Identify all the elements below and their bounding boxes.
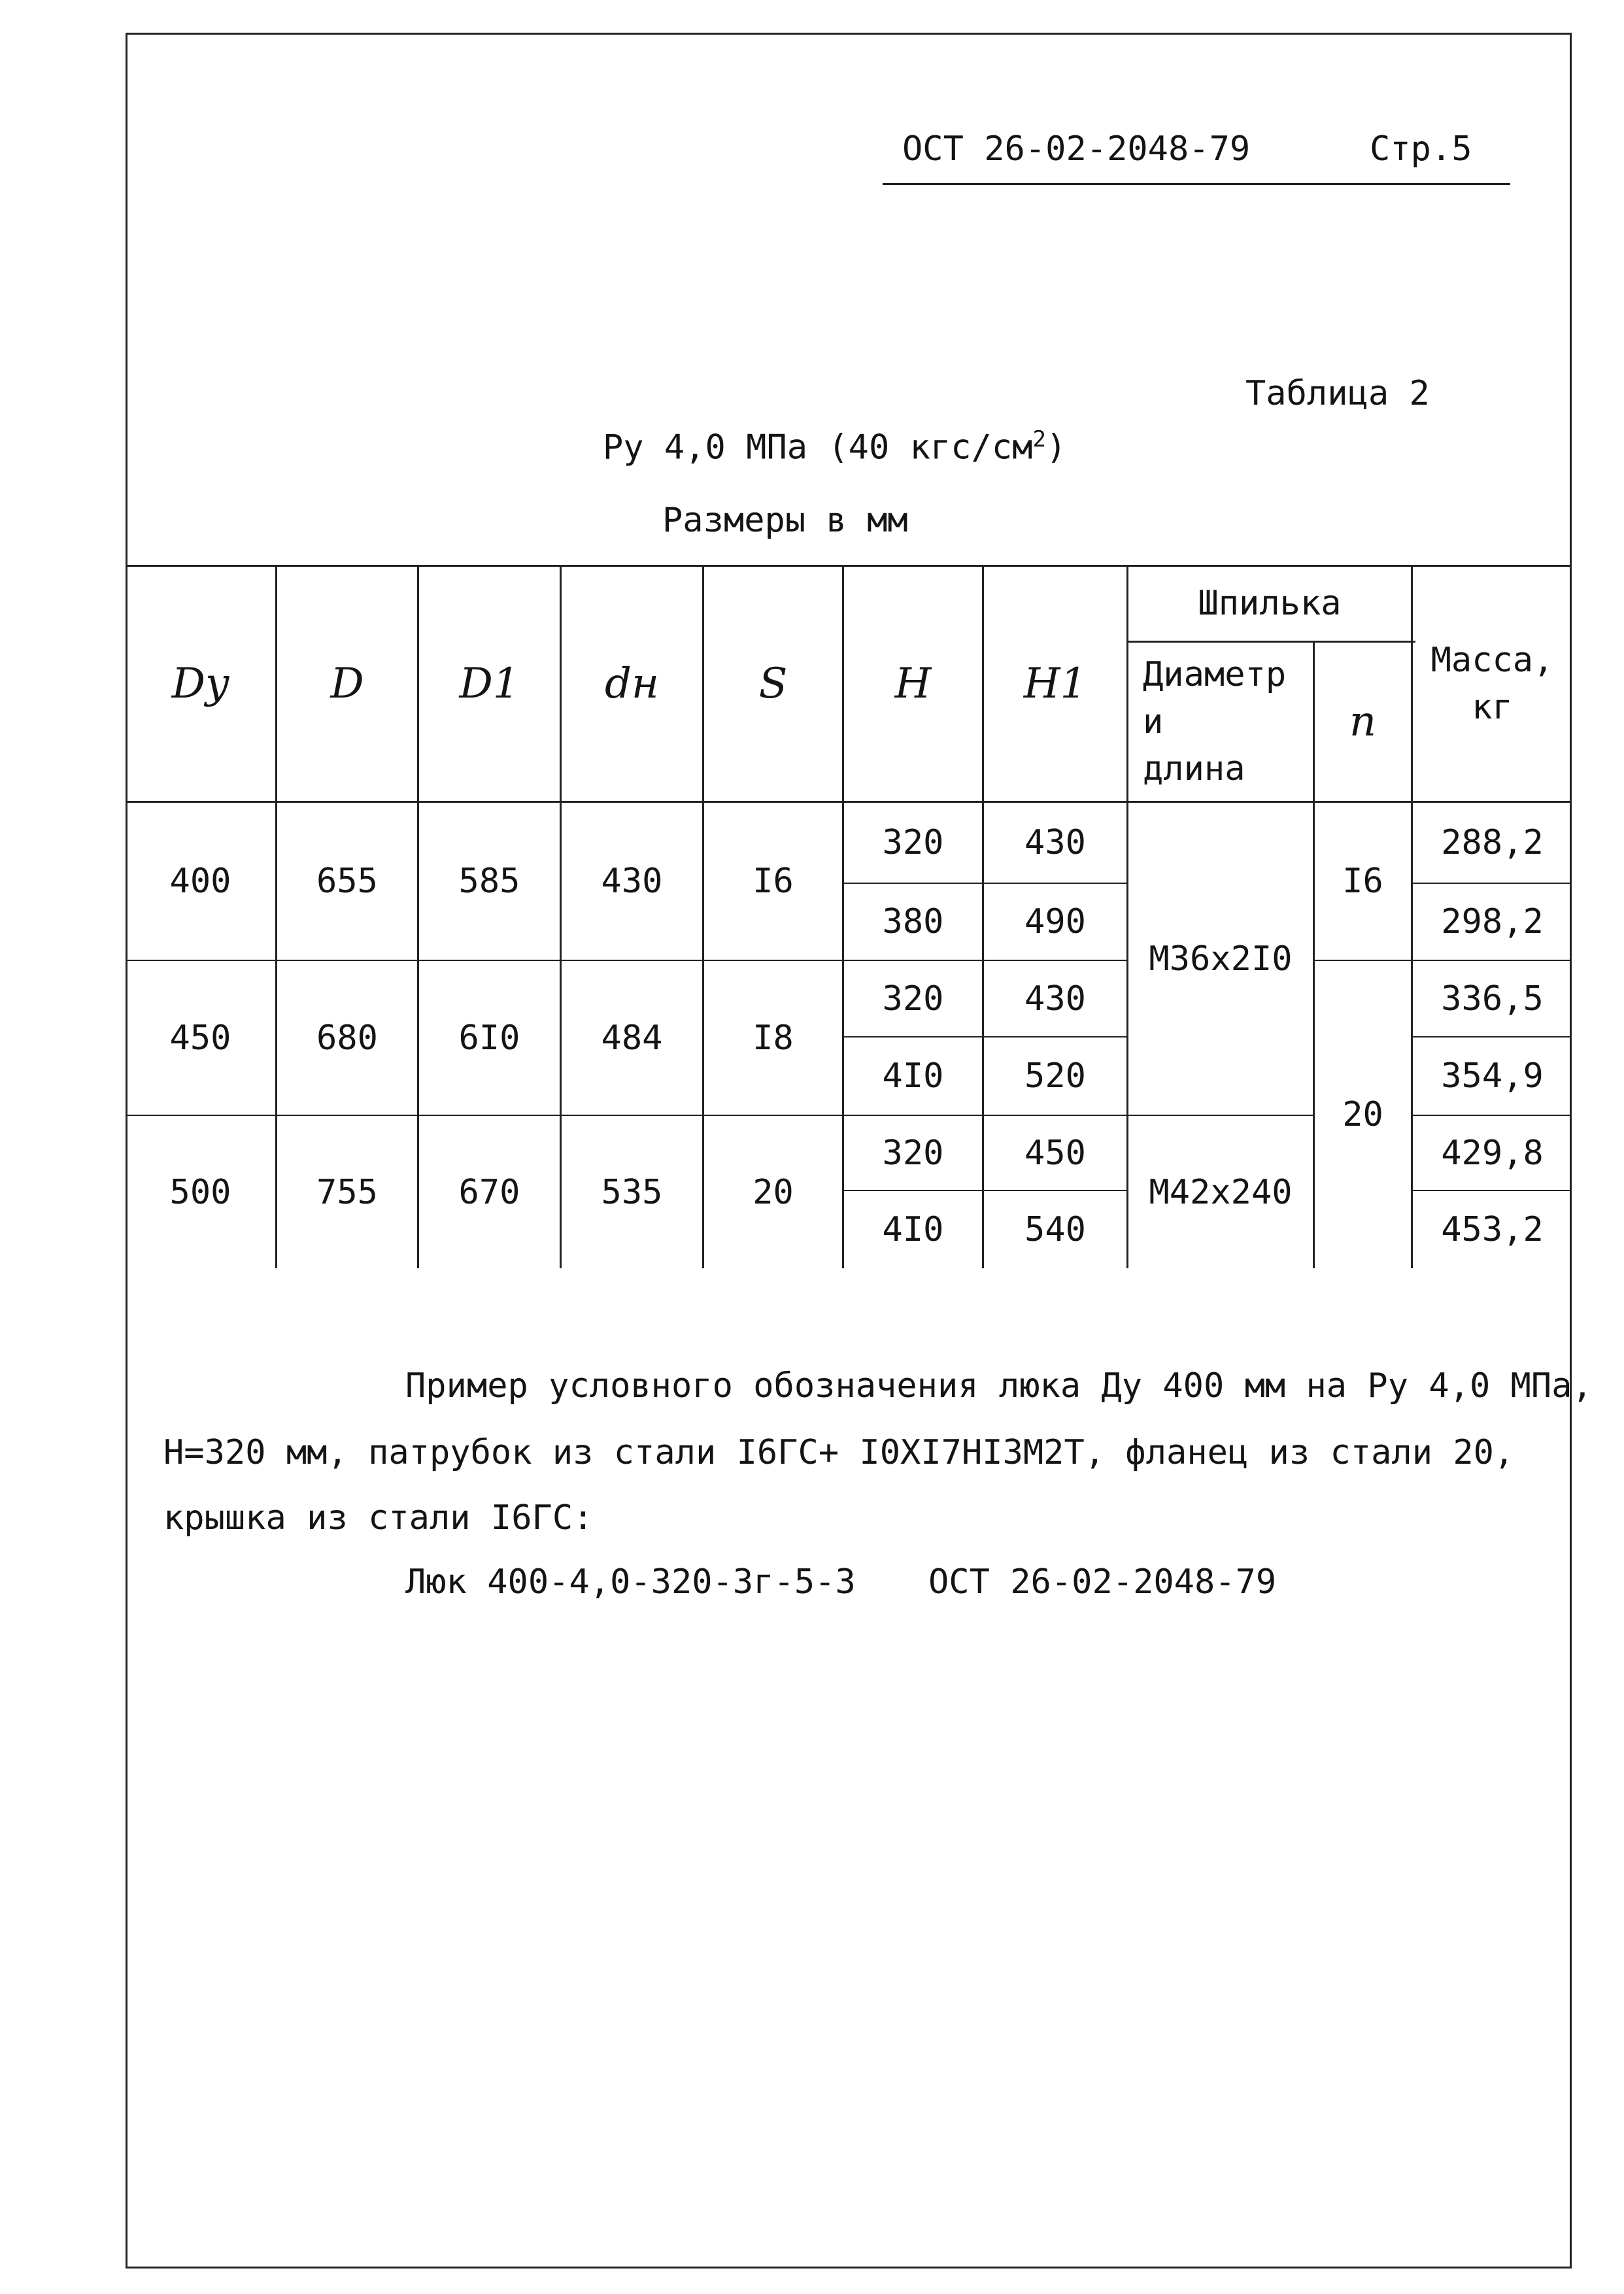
header-dy: Dy <box>171 659 229 708</box>
page-number: Стр.5 <box>1370 129 1472 169</box>
cell-h1: 450 <box>1024 1133 1086 1173</box>
cell-dn: 484 <box>601 1018 663 1058</box>
header-d: D <box>330 659 364 708</box>
cell-h1: 490 <box>1024 902 1086 941</box>
header-rule <box>883 183 1510 185</box>
cell-dy: 400 <box>169 862 231 901</box>
header-d1: D1 <box>459 659 520 708</box>
cell-mass: 336,5 <box>1441 979 1544 1019</box>
cell-h1: 540 <box>1024 1210 1086 1249</box>
cell-n: I6 <box>1342 862 1383 901</box>
cell-h: 320 <box>882 1133 944 1173</box>
header-mass: Масса, кг <box>1430 640 1554 727</box>
header-n: n <box>1349 698 1377 746</box>
designation-example: Люк 400-4,0-320-Зг-5-3 <box>405 1562 856 1602</box>
header-s: S <box>758 659 788 708</box>
cell-h1: 430 <box>1024 979 1086 1019</box>
document-code: ОСТ 26-02-2048-79 <box>902 129 1251 169</box>
cell-s: 20 <box>753 1172 794 1212</box>
header-dn: dн <box>604 659 660 708</box>
cell-mass: 288,2 <box>1441 823 1544 862</box>
cell-stud-size: М42х240 <box>1149 1172 1293 1212</box>
cell-h: 4I0 <box>882 1056 944 1096</box>
example-line-3: крышка из стали I6ГС: <box>163 1498 594 1538</box>
header-h1: H1 <box>1023 659 1087 708</box>
cell-h: 380 <box>882 902 944 941</box>
cell-h1: 430 <box>1024 823 1086 862</box>
cell-dn: 430 <box>601 862 663 901</box>
units-caption: Размеры в мм <box>662 501 908 540</box>
designation-standard: ОСТ 26-02-2048-79 <box>928 1562 1277 1602</box>
cell-dn: 535 <box>601 1172 663 1212</box>
cell-mass: 354,9 <box>1441 1056 1544 1096</box>
cell-s: I8 <box>753 1018 794 1058</box>
cell-h: 320 <box>882 823 944 862</box>
cell-d: 755 <box>316 1172 378 1212</box>
cell-mass: 453,2 <box>1441 1210 1544 1249</box>
cell-d: 655 <box>316 862 378 901</box>
cell-dy: 500 <box>169 1172 231 1212</box>
header-stud-group: Шпилька <box>1198 584 1342 623</box>
cell-n: 20 <box>1342 1095 1383 1134</box>
cell-h: 4I0 <box>882 1210 944 1249</box>
example-line-2: Н=320 мм, патрубок из стали I6ГС+ I0ХI7НI3М2Т, фланец из стали 20, <box>163 1433 1515 1472</box>
header-stud-size: Диаметр и длина <box>1143 655 1287 788</box>
cell-h1: 520 <box>1024 1056 1086 1096</box>
cell-d1: 585 <box>458 862 520 901</box>
cell-d1: 670 <box>458 1172 520 1212</box>
example-line-1: Пример условного обозначения люка Ду 400 мм на Ру 4,0 МПа, <box>405 1366 1593 1406</box>
cell-s: I6 <box>753 862 794 901</box>
cell-d1: 6I0 <box>458 1018 520 1058</box>
cell-d: 680 <box>316 1018 378 1058</box>
cell-stud-size: М36х2I0 <box>1149 939 1293 979</box>
pressure-caption: Ру 4,0 МПа (40 кгс/$см^2$) <box>603 426 1067 467</box>
cell-h: 320 <box>882 979 944 1019</box>
cell-dy: 450 <box>169 1018 231 1058</box>
header-h: H <box>894 659 932 708</box>
table-label: Таблица 2 <box>1245 374 1430 413</box>
cell-mass: 429,8 <box>1441 1133 1544 1173</box>
cell-mass: 298,2 <box>1441 902 1544 941</box>
